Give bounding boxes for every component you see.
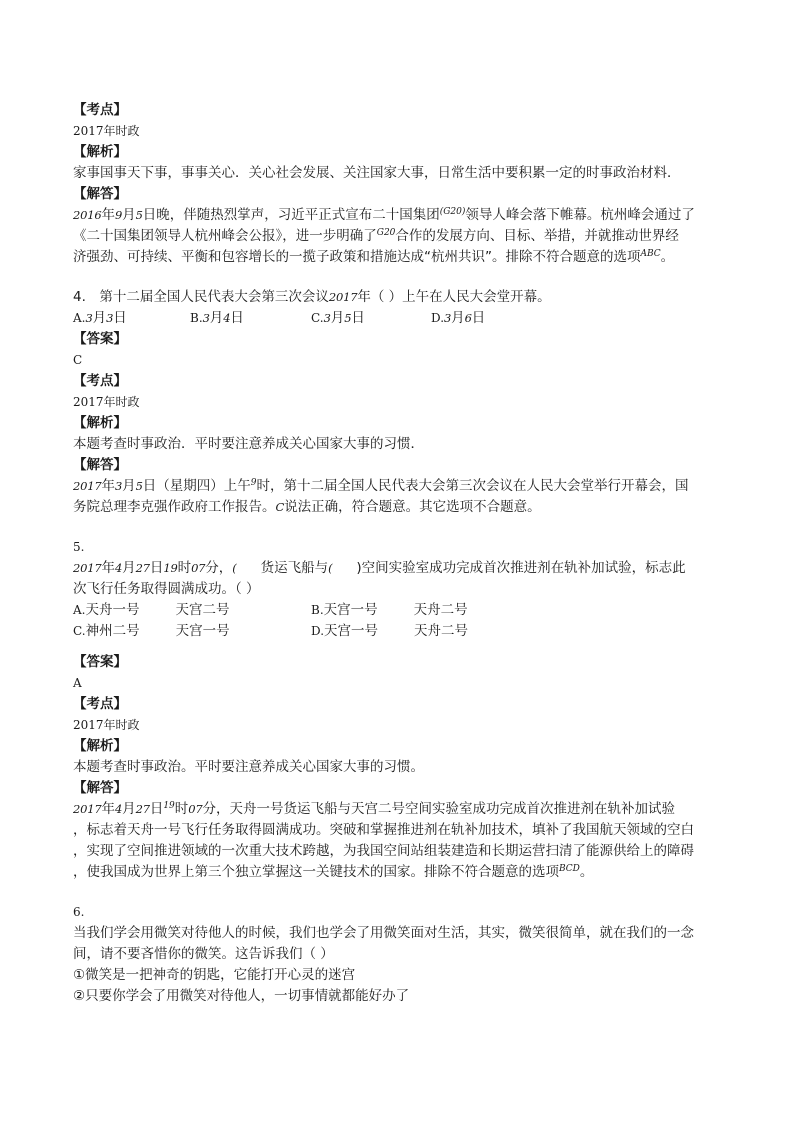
q6-stem-line1: 当我们学会用微笑对待他人的时候，我们也学会了用微笑面对生活，其实，微笑很简单，就在我们的一念 [73, 925, 694, 941]
q3-jieda-line3: 济强劲、可持续、平衡和包容增长的一揽子政策和措施达成“杭州共识”。排除不符合题意的选项$^{ABC}$。 [73, 249, 675, 265]
q4-jieda-line1: 2017年3月5日（星期四）上午$^9$时，第十二届全国人民代表大会第三次会议在人民大会堂举行开幕会，国 [73, 478, 689, 494]
q4-jieda-line2: 务院总理李克强作政府工作报告。C说法正确，符合题意。其它选项不合题意。 [73, 499, 541, 515]
q6-item-2: ②只要你学会了用微笑对待他人，一切事情就都能好办了 [73, 988, 410, 1004]
q3-kaodian-label: 【考点】 [73, 102, 127, 118]
q6-number: 6. [73, 905, 85, 919]
q5-jiexi-text: 本题考查时事政治。平时要注意养成关心国家大事的习惯。 [73, 759, 424, 775]
q3-jieda-line2: 《二十国集团领导人杭州峰会公报》，进一步明确了$^{G20}$合作的发展方向、目标、举措，并就推动世界经 [73, 228, 679, 244]
q5-jieda-line2: ，标志着天舟一号飞行任务取得圆满成功。突破和掌握推进剂在轨补加技术，填补了我国航天领域的空白 [73, 822, 694, 838]
q3-jieda-label: 【解答】 [73, 186, 127, 202]
q5-options-row2 [73, 621, 721, 642]
q4-options [73, 308, 721, 329]
q6-stem-line2: 间，请不要吝惜你的微笑。这告诉我们（ ） [73, 946, 334, 962]
q5-option-c[interactable]: C.神州二号 天宫一号 [73, 623, 230, 639]
q4-option-b[interactable]: B.3月4日 [190, 310, 244, 326]
q5-stem-line2: 次飞行任务取得圆满成功。（ ） [73, 581, 260, 597]
q4-option-a[interactable]: A.3月3日 [73, 310, 127, 326]
q5-jieda-line1: 2017年4月27日$^{19}$时07分，天舟一号货运飞船与天宫二号空间实验室成功完成首次推进剂在轨补加试验 [73, 801, 676, 817]
exam-page [73, 100, 721, 1007]
q5-option-a[interactable]: A.天舟一号 天宫二号 [73, 602, 230, 618]
q4-kaodian-text: 2017年时政 [73, 395, 140, 409]
q5-jieda-line4: ，使我国成为世界上第三个独立掌握这一关键技术的国家。排除不符合题意的选项$^{BCD}$。 [73, 864, 594, 880]
q5-answer-label: 【答案】 [73, 654, 127, 670]
q5-option-d[interactable]: D.天宫一号 天舟二号 [311, 623, 469, 639]
q5-option-b[interactable]: B.天宫一号 天舟二号 [311, 602, 468, 618]
q5-jieda-line3: ，实现了空间推进领域的一次重大技术跨越，为我国空间站组装建造和长期运营扫清了能源供给上的障碍 [73, 843, 694, 859]
q4-stem: 4. 第十二届全国人民代表大会第三次会议2017年（ ）上午在人民大会堂开幕。 [73, 289, 551, 305]
q3-jiexi-text: 家事国事天下事，事事关心．关心社会发展、关注国家大事，日常生活中要积累一定的时事政治材料． [73, 165, 681, 181]
q4-kaodian-label: 【考点】 [73, 373, 127, 389]
q5-stem-line1: 2017年4月27日19时07分，( 货运飞船与( )空间实验室成功完成首次推进剂在轨补加试验，标志此 [73, 560, 686, 576]
q4-jiexi-label: 【解析】 [73, 415, 127, 431]
q3-jiexi-label: 【解析】 [73, 144, 127, 160]
q4-jiexi-text: 本题考查时事政治．平时要注意养成关心国家大事的习惯． [73, 436, 424, 452]
q3-jieda-line1: 2016年9月5日晚，伴随热烈掌声，习近平正式宣布二十国集团$^{(G20)}$领导人峰会落下帷幕。杭州峰会通过了 [73, 207, 695, 223]
q5-kaodian-text: 2017年时政 [73, 718, 140, 732]
q5-options-row1 [73, 600, 721, 621]
q5-kaodian-label: 【考点】 [73, 696, 127, 712]
q3-kaodian-text: 2017年时政 [73, 124, 140, 138]
q5-jieda-label: 【解答】 [73, 780, 127, 796]
q5-jiexi-label: 【解析】 [73, 738, 127, 754]
q5-answer: A [73, 676, 82, 690]
q4-answer-label: 【答案】 [73, 331, 127, 347]
q5-number: 5. [73, 540, 85, 554]
q4-answer: C [73, 353, 83, 367]
q6-item-1: ①微笑是一把神奇的钥匙，它能打开心灵的迷宫 [73, 967, 356, 983]
q4-option-d[interactable]: D.3月6日 [431, 310, 486, 326]
q4-option-c[interactable]: C.3月5日 [311, 310, 365, 326]
q4-jieda-label: 【解答】 [73, 457, 127, 473]
